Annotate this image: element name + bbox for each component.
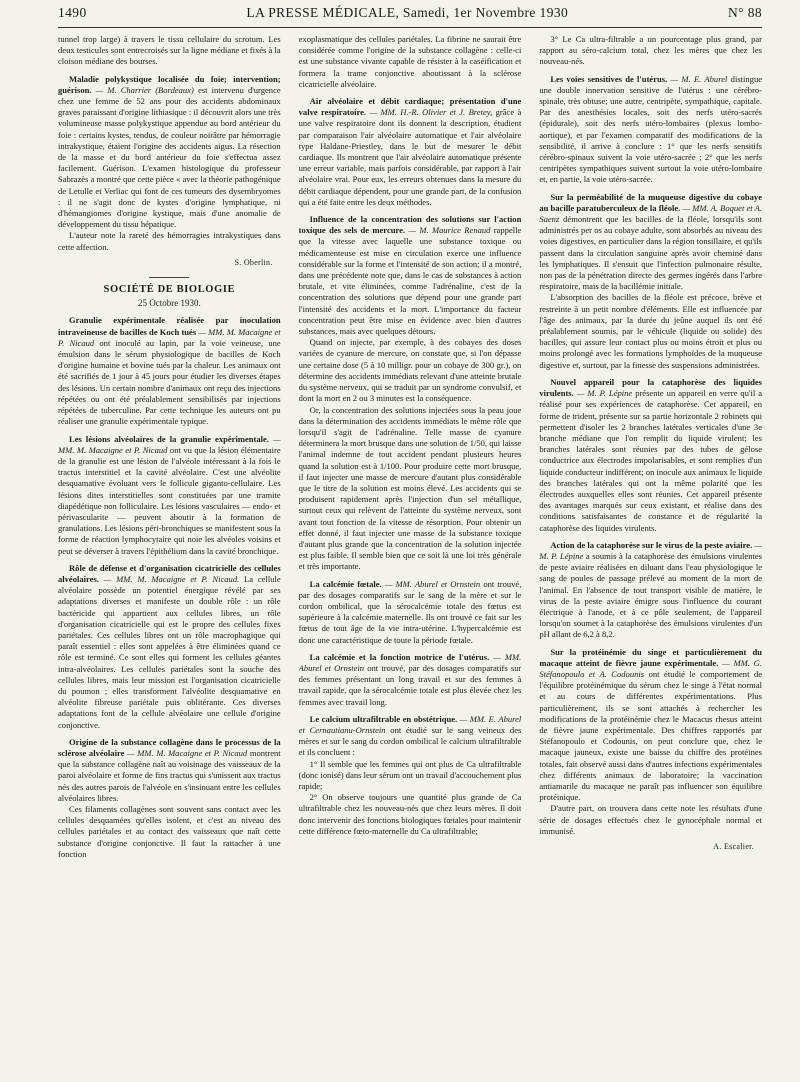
article-fonction [299,652,522,708]
column-1 [58,34,281,1076]
article-author: — M. Charrier (Bordeaux) [95,84,194,95]
page-header [58,5,762,25]
article-author: — MM. M. Macaigne et P. Nicaud [58,433,281,455]
article-author: — MM. E. Aburel et Cernautianu-Ornstein [298,713,522,735]
article-granulie [58,315,281,427]
article-title: Air alvéolaire et débit cardiaque; présentation d'une valve respiratoire. [298,96,522,118]
article-origine [58,737,281,860]
article-author: — M. E. Aburel [670,73,728,84]
article-author: — MM. M. Macaigne et P. Nicaud [58,326,281,348]
article-role [58,563,281,731]
article-text: Ces filaments collagènes sont souvent sans contact avec les cellules desquamées qu'elles isolent, et c'est au niveau des cellules pariétales et au contact des vaisseaux que naît cette substance d'origine conjonctive. Il faut la rattacher à une fonction [58,804,281,859]
article-text: a soumis à la cataphorèse des émulsions virulentes de peste aviaire réalisées en diluant dans l'eau physiologique le sang de poules de passage prélevé au moment de la mort de l'animal. En l'absence de tout transport visible de matière, le virus de la peste aviaire émigre sous l'influence du courant électrique à l'anode, et à ce pôle seulement, de l'appareil lorsqu'on soumet à la cataphorèse des émulsions virulentes d'un pH allant de 6,2 à 8,2. [539,550,762,640]
article-title: Rôle de défense et d'organisation cicatricielle des cellules alvéolaires. [58,562,281,584]
article-text: ont étudié le comportement de l'équilibre protéinémique du sérum chez le singe à l'état normal et au cours de différentes expérimentations. Plus particulièrement, ils se sont attachés à rechercher les modifications de la protéinémie chez le Macacus rhesus atteint de fièvre jaune expérimentale. Des chiffres rapportés par Stéfanopoulo et Codounis, on peut conclure que, chez le macaque jauneux, existe une baisse du chiffre des protéines totales, fait observé aussi dans d'autres infections expérimentales chez différents animaux de laboratoire; la vaccination antiamarile du macaque ne paraît pas influencer son équilibre protéinique. [539,668,762,803]
article-lesions [58,434,281,557]
article-text: ont trouvé, par des dosages comparatifs sur des femmes présentant un long travail et sur des femmes à travail rapide, que la sérocalcémie totale est plus élevée chez les femmes avec travail long. [298,662,522,707]
article-title: Les lésions alvéolaires de la granulie expérimentale. [69,433,269,444]
article-title: La calcémie fœtale. [309,578,382,589]
article-liver [58,74,281,268]
article-columns [58,34,762,1076]
article-title: Granulie expérimentale réalisée par inoculation intraveineuse de bacilles de Koch tués [58,315,281,337]
article-action [539,540,762,641]
article-author: — MM. A. Boquet et A. Saenz [539,202,762,225]
article-author: — MM. Aburel et Ornstein [298,651,522,673]
article-title: La calcémie et la fonction motrice de l'utérus. [309,651,490,662]
article-permeabilite [539,192,762,371]
article-air [299,96,522,208]
journal-title: LA PRESSE MÉDICALE, Samedi, 1er Novembre 1930 [246,5,569,20]
section-separator [149,277,189,278]
article-author: — MM. Aburel et Ornstein [384,578,481,589]
article-title: Sur la protéinémie du singe et particulièrement du macaque atteint de fièvre jaune expérimentale. [539,646,762,668]
article-text: D'autre part, on trouvera dans cette note les résultats d'une série de dosages effectués chez le gynocéphale normal et immunisé. [539,803,762,836]
article-text: rappelle que la vitesse avec laquelle une substance toxique ou médicamenteuse est mise en circulation exerce une influence considérable sur la forme et l'intensité de son action; il a montré, dans une précédente note que, dans le cas de substances à action brutale, et vite éliminées, comme l'adrénaline, c'est de la concentration des solutions que dépend pour une grande part l'intensité des accidents et la mort. L'importance du facteur concentration peut être mise en évidence avec bien d'autres substances, mais avec quelques détours. [298,225,522,337]
article-text: ont étudié sur le sang veineux des mères et sur le sang du cordon ombilical le calcium ultrafiltrable et ils concluent : [298,724,522,758]
article-title: Influence de la concentration des solutions sur l'action toxique des sels de mercure. [298,214,522,236]
section-date: 25 Octobre 1930. [137,298,201,309]
article-title: Origine de la substance collagène dans le processus de la sclérose alvéolaire [58,736,281,758]
signature: A. Escalier. [713,842,754,852]
article-author: — M. Maurice Renaud [408,225,491,236]
article-title: Action de la cataphorèse sur le virus de la peste aviaire. [550,539,753,550]
article-text: ont vu que la lésion élémentaire de la granulie est une lésion de l'alvéole intéressant à la fois le tractus interstitiel et la cavité alvéolaire. C'est une alvéolite desquamative évoluant vers le follicule giganto-cellulaire. Les lésions dites interstitielles sont constituées par une tramite diapédétique non folliculaire. Les lésions vasculaires — endo- et périvascularite — peuvent aboutir à la formation de granulations. Les lésions péri-bronchiques se manifestent sous la forme de réaction lymphocytaire qui noie les alvéoles voisins et peut se déverser à travers l'épithélium dans la cavité bronchique. [58,444,281,556]
article-text: montrent que la substance collagène naît au voisinage des vaisseaux de la paroi alvéolaire et forme de fins tractus qui s'unissent aux tractus nés des autres parois de l'alvéole en s'insinuant entre les cellules alvéolaires libres. [58,747,281,803]
article-author: — M. P. Lépine [539,539,762,561]
article-text: 1° Il semble que les femmes qui ont plus de Ca ultrafiltrable (donc ionisé) dans leur sérum ont un travail d'accouchement plus rapide; [298,758,522,791]
article-title: Le calcium ultrafiltrable en obstétrique. [309,713,458,724]
article-text: démontrent que les bacilles de la fléole, lorsqu'ils sont administrés per os au cobaye adulte, sont absorbés au niveau des voies digestives, en particulier dans la région tonsillaire, et qu'ils passent dans la circulation sanguine après avoir cheminé dans les lymphatiques. Il s'ensuit que l'infection pulmonaire résulte, non pas de la pénétration directe des germes ingérés dans l'arbre respiratoire, mais de la bacillémie initiale. [539,214,762,292]
signature: S. Oberlin. [234,257,273,267]
article-text: Or, la concentration des solutions injectées sous la peau joue dans la détermination des accidents immédiats le même rôle que lorsqu'il s'agit de l'adrénaline. Telle masse de cyanure déterminera la mort brusque dans une solution de 1/50, qui laisse l'animal indemne de tout accident pendant plusieurs heures quand la solution est à 1/100. Pour produire cette mort brusque, il faut injecter une masse de mercure d'autant plus considérable que le titre de la solution est moins élevé. Les accidents qui se produisent rapidement après l'injection d'un sel métallique, surtout ceux qui relèvent de l'atteinte du système nerveux, sont avant tout fonction de la vitesse de résorption. Pour obtenir un effet donné, il faut injecter une masse de la substance toxique d'autant plus grande que la concentration de la solution injectée est plus faible. Il semble bien que ce soit là une loi très générale et très importante. [298,404,522,572]
article-title: Les voies sensitives de l'utérus. [550,73,668,84]
article-title: Sur la perméabilité de la muqueuse digestive du cobaye au bacille paratuberculeux de la fléole. [539,191,762,213]
article-text: L'absorption des bacilles de la fléole est précoce, brève et restreinte à un petit nombre d'éléments. Elle est influencée par l'âge des animaux, par la durée du jeûne auquel ils ont été préalablement soumis, par le véhicule (liquide ou solide) des bacilles, qui assure leur contact plus ou moins étroit et plus ou moins prolongé avec les formations lymphoïdes de la muqueuse digestive et, surtout, par la finesse des suspensions administrées. [539,292,762,370]
article-calcium [299,714,522,837]
article-author: — MM. G. Stéfanopoulo et A. Codounis [539,657,762,679]
article-text: est intervenu d'urgence chez une femme de 52 ans pour des accidents abdominaux graves paraissant d'origine lithiasique : il découvrit alors une très volumineuse masse polykystique appendue au bord antérieur du foie : certains kystes, tendus, de couleur noirâtre par hémorragie intrakystique, étaient l'origine des accidents aigus. La résection de la masse et du bord antérieur du foie s'effectua assez facilement. Guérison. L'examen histologique du professeur Sabrazès a montré que cette pièce « avec la théorie pathogénique de Letulle et Verliac qui font de ces tumeurs des dysembryomes : il ne s'agit donc de kystes d'origine lymphatique, ni d'hémangiomes d'origine kystique, mais d'une anomalie de développement du tissu hépatique. [58,84,281,230]
article-text: La cellule alvéolaire possède un potentiel énergique révélé par ses adaptations diverses et manifeste un double rôle : un rôle bactéricide qui appartient aux cellules libres, un rôle d'organisation cicatricielle qui est le propre des cellules fixes pariétales. Ces cellules libres ont un rôle macrophagique qui paraît essentiel : elles sont appelées à être éliminées quand ce rôle est terminé. Ce sont elles qui forment les cellules géantes intra-alvéolaires. Les cellules pariétales sont la souche des cellules libres, mais leur mission est l'organisation cicatricielle du poumon ; elles transforment l'alvéolite desquamative en alvéolite fibreuse pariétale puis oblitérante. Ces diverses adaptations font de la cellule alvéolaire une cellule d'origine conjonctive. [58,573,281,730]
article-text: Quand on injecte, par exemple, à des cobayes des doses variées de cyanure de mercure, on constate que, si l'on dépasse une certaine dose (5 à 10 milligr. pour un cobaye de 300 gr.), on détermine des accidents immédiats relevant d'une atteinte brutale du système nerveux, qui se traduit par un syndrome convulsif, et dont la mort en 2 ou 3 minutes est la conséquence. [298,337,522,404]
article-author: — M. P. Lépine [576,388,633,399]
article-text: 2° On observe toujours une quantité plus grande de Ca ultrafiltrable chez les nouveau-nés que chez leurs mères. Il doit donc intervenir des fonctions biologiques fœtales pour maintenir cette différence fœto-maternelle du Ca ultrafiltrable; [298,792,522,836]
article-calcemie [299,579,522,646]
article-appareil [539,377,762,534]
issue-number: N° 88 [727,5,762,20]
article-title: Maladie polykystique localisée du foie; intervention; guérison. [58,73,281,95]
header-rule [58,27,762,28]
article-text: présente un appareil en verre qu'il a réalisé pour ses expériences de cataphorèse. Cet appareil, en forme de trident, présente sur sa partie horizontale 2 robinets qui permettent d'isoler les 2 branches latérales verticales d'une 3e branche médiane que l'on remplit du liquide virulent; les branches latérales sont réunies par des tubes de gélose conductrice aux électrodes impolarisables, et sont remplies d'un liquide conducteur indifférent; on inocule aux animaux le liquide des branches latérales qui ont la même polarité que les électrodes auxquelles elles sont réunies. Cet appareil présente des avantages marqués sur ceux existant, et réalise dans des conditions satisfaisantes de constance et de régularité la cataphorèse des liquides virulents. [539,388,762,533]
article-text: distingue une double innervation sensitive de l'utérus : une cérébro-spinale, très obtuse; une autre, centripète, sympathique, capitale. Par des anesthésies locales, soit des nerfs utéro-sacrés (épidurale), soit des nerfs utéro-lombaires (plexus lombo-aortique), et par l'examen comparatif des modifications de la sensibilité, il arrive à conclure : 1° que les nerfs sensitifs cérébro-spinaux suivent la voie utéro-sacrée ; 2° que les nerfs centripètes sympathiques suivent surtout la voie utéro-lombaire et, en partie, la voie utéro-sacrée. [539,73,762,185]
column-3 [539,34,762,1076]
article-text: L'auteur note la rareté des hémorragies intrakystiques dans cette affection. [58,230,281,252]
article-influence [299,214,522,573]
article-proteinemie [539,647,762,853]
column-2-intro: exoplasmatique des cellules pariétales. La fibrine ne saurait être considérée comme l'origine de la substance collagène : celle-ci est une substance vivante capable de résister à la caséification et formera la trame conjonctive aboutissant à la sclérose cicatricielle alvéolaire. [298,34,522,89]
article-text: ont inoculé au lapin, par la voie veineuse, une émulsion dans le sérum physiologique de bacilles de Koch d'origine humaine et bovine tués par la chaleur. Les animaux ont été sacrifiés de 1 jour à 45 jours pour étudier les diverses étapes des lésions. Un certain nombre d'animaux ont reçu des injections répétées ou ont été préalablement sensibilisés par injections répétées de tuberculine. Par cette technique les auteurs ont pu réaliser une granulie expérimentale typique. [58,337,281,427]
article-text: grâce à une valve respiratoire dont ils donnent la description, étudient par comparaison l'air alvéolaire automatique et l'air alvéolaire type Haldane-Priestley, dans le but de mesurer le débit cardiaque. Ils montrent que l'air alvéolaire automatique présente une erreur variable, mais parfois considérable, par rapport à l'air alvéolaire vrai. Pour eux, les erreurs obtenues dans la mesure du débit cardiaque dépendent, pour une grande part, de la confusion qui a été faite entre les deux méthodes. [298,107,522,207]
article-author: — MM. H.-R. Olivier et J. Bretey, [369,107,493,118]
article-voies [539,74,762,186]
page-number: 1490 [58,5,87,20]
article-text: ont trouvé, par des dosages comparatifs sur le sang de la mère et sur le cordon ombilical, que la sérocalcémie totale des fœtus est supérieure à la calcémie maternelle. Ils ont trouvé ce fait sur les fœtus de tout âge de la vie intra-utérine. L'hypercalcémie est donc une caractéristique de toute la période fœtale. [298,578,522,645]
column-3-intro: 3° Le Ca ultra-filtrable a un pourcentage plus grand, par rapport au séro-calcium total, chez les mères que chez les nouveau-nés. [539,34,762,67]
article-title: Nouvel appareil pour la cataphorèse des liquides virulents. [539,376,762,399]
article-author: — MM. M. Macaigne et P. Nicaud [127,747,248,758]
column-2 [299,34,522,1076]
column-1-intro: tunnel trop large) à travers le tissu cellulaire du scrotum. Les deux testicules sont entrecroisés sur la ligne médiane et fixés à la cloison médiane des bourses. [58,34,281,67]
section-title: SOCIÉTÉ DE BIOLOGIE [103,284,236,296]
article-author: — MM. M. Macaigne et P. Nicaud. [103,573,240,584]
